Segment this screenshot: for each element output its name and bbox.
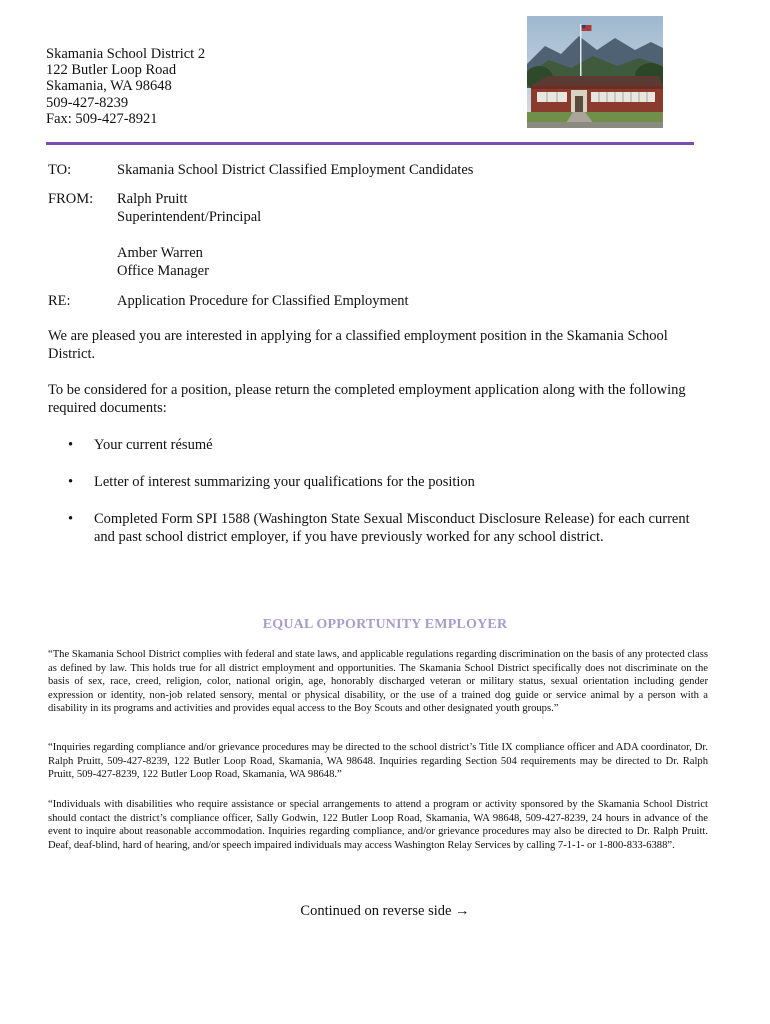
intro-paragraph: We are pleased you are interested in applying for a classified employment position in the Skamania School District. [48,328,668,363]
bullet-icon: • [68,437,74,453]
phone-number: 509-427-8239 [46,94,129,111]
compliance-inquiries: “Inquiries regarding compliance and/or grievance procedures may be directed to the school district’s Title IX compliance officer and ADA coordinator, Dr. Ralph Pruitt, 509-427-8239, 122 Butler Loop Road, Skamania, WA 98648. Inquiries regarding Section 504 requirements may be directed to Dr. Ralph Pruitt, 509-427-8239, 122 Butler Loop Road, Skamania, WA 98648.” [48,742,708,781]
re-label: RE: [48,293,71,309]
accommodation-notice: “Individuals with disabilities who require assistance or special arrangements to attend a program or activity sponsored by the Skamania School District should contact the district’s compliance officer, Sally Godwin, 122 Butler Loop Road, Skamania, WA 98648, 509-427-8239, 24 hours in advance of the event to inquire about reasonable accommodation. Inquiries regarding compliance, and/or grievance procedures may also be directed to Dr. Ralph Pruitt. Deaf, deaf-blind, hard of hearing, and/or speech impaired individuals may access Washington Relay Services by calling 7-1-1- or 1-800-833-6388”. [48,799,708,851]
from-name-2: Amber Warren [117,245,203,261]
eeo-statement: “The Skamania School District complies with federal and state laws, and applicable regulations regarding discrimination on the basis of any protected class as defined by law. This holds true for all district employment and opportunities. The Skamania School District specifically does not discriminate on the basis of sex, race, creed, religion, color, national origin, age, honorably discharged veteran or military status, sexual orientation including gender expression or identity, non-job related sensory, mental or physical disability, or the use of a trained dog guide or service animal by a person with a disability in its programs and activities and provides equal access to the Boy Scouts and other designated youth groups.” [48,649,708,715]
from-name-1: Ralph Pruitt [117,191,188,207]
district-name: Skamania School District 2 [46,46,206,62]
instructions-paragraph: To be considered for a position, please return the completed employment application along with the following required documents: [48,382,686,417]
from-title-2: Office Manager [117,263,209,279]
to-label: TO: [48,162,72,178]
list-item-text: Letter of interest summarizing your qualifications for the position [94,474,475,490]
city-state-zip: Skamania, WA 98648 [46,78,172,95]
from-label: FROM: [48,191,94,207]
bullet-icon: • [68,474,74,490]
list-item-text: Your current résumé [94,437,213,453]
street-address: 122 Butler Loop Road [46,62,177,79]
fax-number: Fax: 509-427-8921 [46,110,158,127]
to-value: Skamania School District Classified Employment Candidates [117,162,474,178]
list-item-text: Completed Form SPI 1588 (Washington State Sexual Misconduct Disclosure Release) for each current and past school district employer, if you have previously worked for any school district. [94,511,690,546]
bullet-icon: • [68,511,74,527]
from-title-1: Superintendent/Principal [117,209,262,225]
continued-note: Continued on reverse side → [300,903,470,919]
eeo-title: EQUAL OPPORTUNITY EMPLOYER [262,617,508,632]
letterhead-divider [46,142,694,145]
school-building-photo [527,16,663,128]
letterhead-address [46,46,205,127]
re-value: Application Procedure for Classified Employment [117,293,409,309]
